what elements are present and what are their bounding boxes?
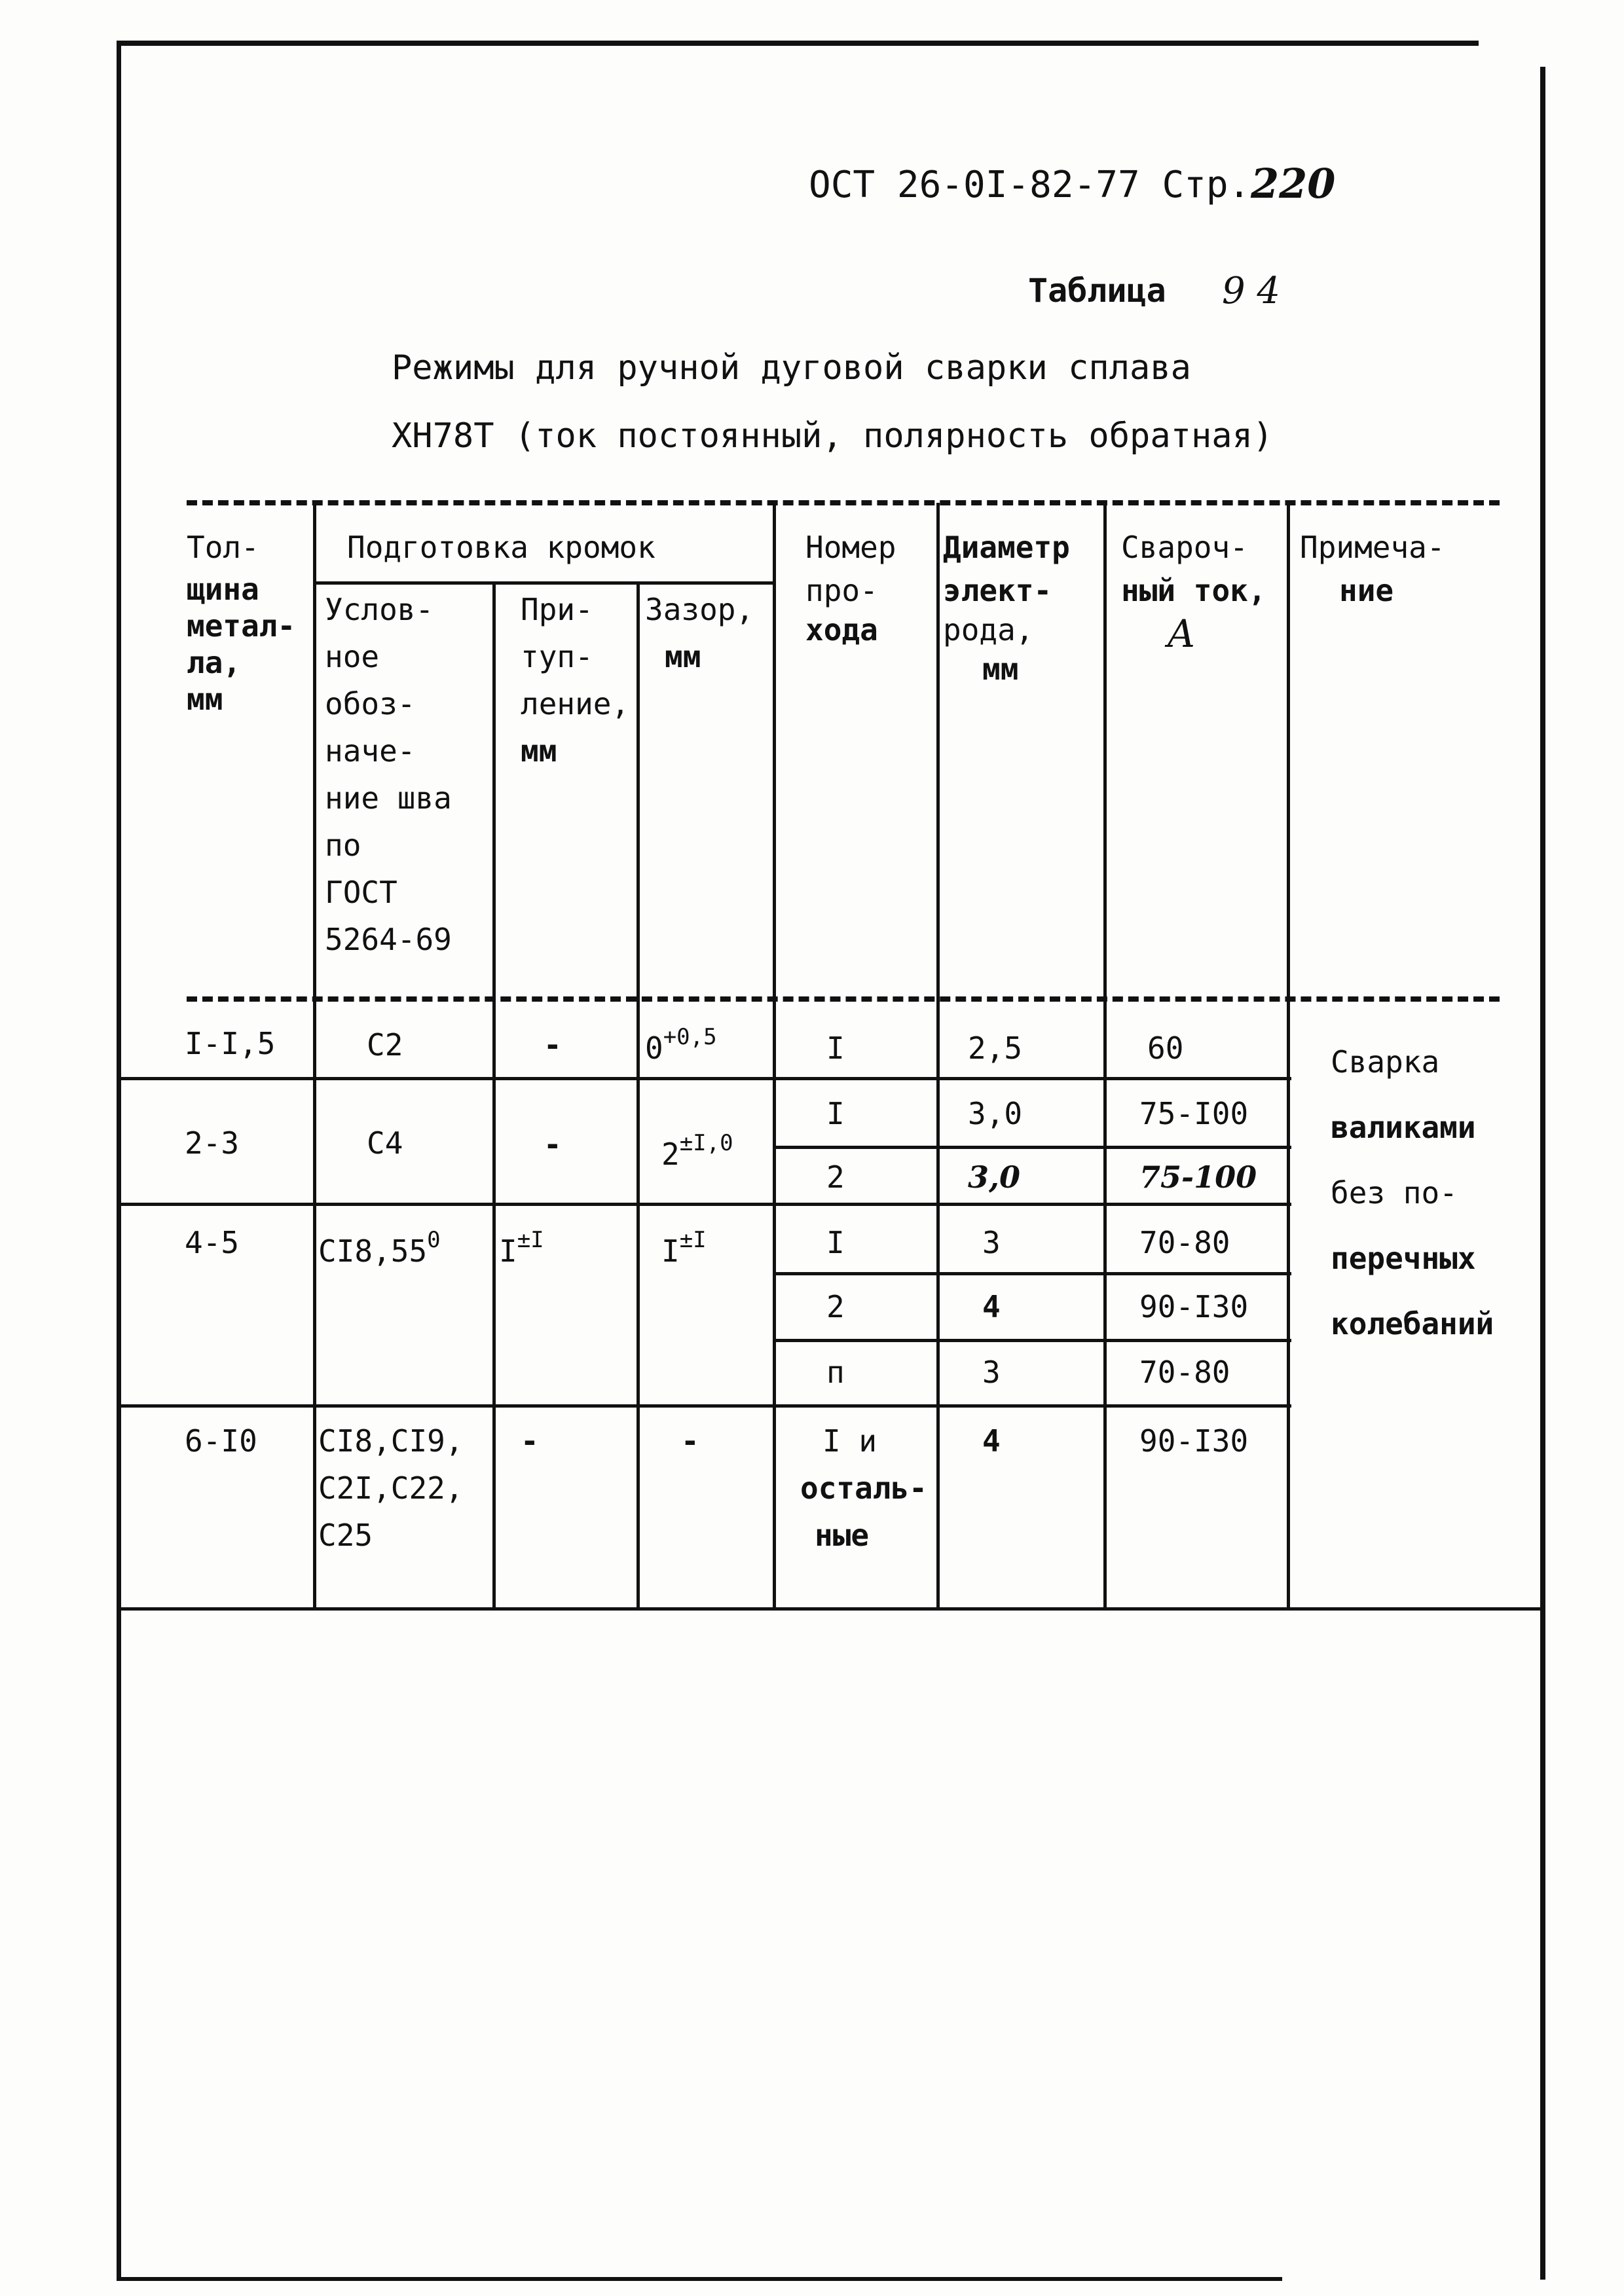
table-title-line1: Режимы для ручной дуговой сварки сплава [392,348,1191,388]
header-designation: Услов- ное обоз- наче- ние шва по ГОСТ 5264-69 [325,592,452,957]
sheet-right-border [1540,67,1545,2280]
row3-current-2: 90-I30 [1139,1289,1249,1324]
col-divider-5 [936,503,940,1609]
header-gap: Зазор, мм [645,592,754,674]
table-top-rule [187,500,1500,505]
row3-blunting: $I^{\pm I}$ [499,1227,544,1269]
row2-current-2: 75-100 [1139,1159,1257,1195]
table-label: Таблица [1028,272,1166,310]
row4-blunting: - [521,1423,539,1459]
row2-pass-2: 2 [826,1159,845,1195]
table-bottom-rule [119,1607,1543,1611]
row1-thickness: I-I,5 [185,1026,276,1061]
document-code: ОСТ 26-0I-82-77 Стр. [809,164,1251,206]
row4-thickness: 6-I0 [185,1423,257,1459]
row2-blunting: - [544,1127,562,1162]
row3-current-1: 70-80 [1139,1225,1230,1260]
row4-gap: - [681,1423,699,1459]
row3-mid-rule-a [774,1272,1291,1275]
row2-electrode-2: 3,0 [968,1159,1021,1195]
row3-designation: СI8,55$^0$ [318,1227,441,1269]
row2-designation: С4 [367,1125,403,1161]
header-note: Примеча- ние [1300,530,1445,608]
sheet-left-border [117,41,121,2280]
row2-mid-rule [774,1146,1291,1149]
col-divider-6 [1103,503,1107,1609]
row3-bottom-rule [119,1404,1291,1408]
header-blunting: При- туп- ление, мм [521,592,630,769]
row4-current: 90-I30 [1139,1423,1249,1459]
row3-pass-2: 2 [826,1289,845,1324]
col-divider-4 [773,503,776,1609]
row4-designation: СI8,СI9, С2I,С22, С25 [318,1423,464,1553]
header-thickness: Тол- щина метал- ла, мм [187,530,296,717]
row2-bottom-rule [119,1203,1291,1206]
row3-pass-3: п [826,1355,845,1390]
row2-pass-1: I [826,1096,845,1131]
row2-electrode-1: 3,0 [968,1096,1023,1131]
row3-electrode-2: 4 [982,1289,1001,1324]
row2-thickness: 2-3 [185,1125,240,1161]
header-electrode-diameter: Диаметр элект- рода, мм [943,530,1070,687]
col-divider-2 [492,583,496,1609]
header-edge-prep: Подготовка кромок [347,530,655,565]
row3-electrode-3: 3 [982,1355,1001,1390]
sheet-top-border [117,41,1479,46]
header-welding-current: Свароч- ный ток, А [1121,530,1266,656]
row1-bottom-rule [119,1077,1291,1080]
header-pass-number: Номер про- хода [805,530,896,647]
note-text: Сварка валиками без по- перечных колебаний [1331,1044,1494,1341]
row3-thickness: 4-5 [185,1225,240,1260]
row3-electrode-1: 3 [982,1225,1001,1260]
col-divider-1 [313,503,316,1609]
edge-prep-underline [316,581,774,585]
page-number: 220 [1251,160,1336,208]
row3-gap: $I^{\pm I}$ [661,1227,707,1269]
header-bottom-rule [187,996,1500,1002]
row1-electrode: 2,5 [968,1030,1023,1066]
row1-blunting: - [544,1027,562,1063]
row1-pass: I [826,1030,845,1066]
table-number: 9 4 [1222,270,1281,312]
sheet-bottom-border [117,2277,1282,2281]
row1-gap: $0^{+0,5}$ [645,1024,717,1066]
row2-current-1: 75-I00 [1139,1096,1249,1131]
row4-electrode: 4 [982,1423,1001,1459]
row3-pass-1: I [826,1225,845,1260]
table-title-line2: ХН78Т (ток постоянный, полярность обратная) [392,416,1274,456]
row3-mid-rule-b [774,1339,1291,1342]
row1-current: 60 [1147,1030,1184,1066]
row2-gap: $2^{\pm I,0}$ [661,1130,733,1172]
col-divider-7 [1287,503,1290,1609]
col-divider-3 [637,583,640,1609]
row3-current-3: 70-80 [1139,1355,1230,1390]
row1-designation: С2 [367,1027,403,1063]
row4-passes: I и осталь- ные [800,1423,927,1553]
